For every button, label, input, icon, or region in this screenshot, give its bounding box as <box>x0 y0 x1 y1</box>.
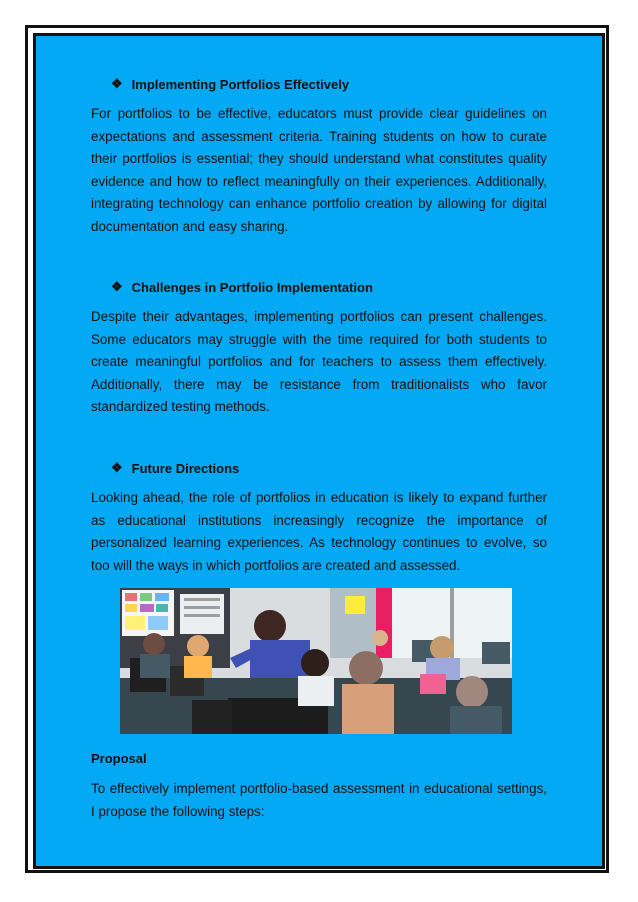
section-paragraph-future: Looking ahead, the role of portfolios in education is likely to expand further as educational institutions increasingly recognize the importance of personalized learning experiences. As technology continues to evolve, so too will the ways in which portfolios are created and assessed. <box>91 490 547 573</box>
diamond-bullet-icon: ❖ <box>111 76 123 91</box>
section-paragraph-challenges: Despite their advantages, implementing portfolios can present challenges. Some educators may struggle with the time required for both students to create meaningful portfolios and for teachers to assess them effectively. Additionally, there may be resistance from traditionalists who favor standardized testing methods. <box>91 309 547 415</box>
section-heading-text: Implementing Portfolios Effectively <box>131 76 350 92</box>
section-paragraph-implementing: For portfolios to be effective, educators must provide clear guidelines on expectations and assessment criteria. Training students on how to curate their portfolios is essential; they should understand what constitutes quality evidence and how to reflect meaningfully on their experiences. Additionally, integrating technology can enhance portfolio creation by allowing for digital documentation and easy sharing. <box>91 106 547 234</box>
section-heading-text: Challenges in Portfolio Implementation <box>131 279 373 295</box>
section-heading-implementing <box>111 76 349 92</box>
classroom-illustration <box>120 588 512 734</box>
section-heading-future <box>111 460 239 476</box>
section-heading-challenges <box>111 279 373 295</box>
proposal-paragraph: To effectively implement portfolio-based assessment in educational settings, I propose the following steps: <box>91 781 547 819</box>
proposal-heading: Proposal <box>91 751 147 766</box>
diamond-bullet-icon: ❖ <box>111 460 123 475</box>
classroom-photo <box>120 588 512 734</box>
diamond-bullet-icon: ❖ <box>111 279 123 294</box>
section-heading-text: Future Directions <box>131 460 240 476</box>
